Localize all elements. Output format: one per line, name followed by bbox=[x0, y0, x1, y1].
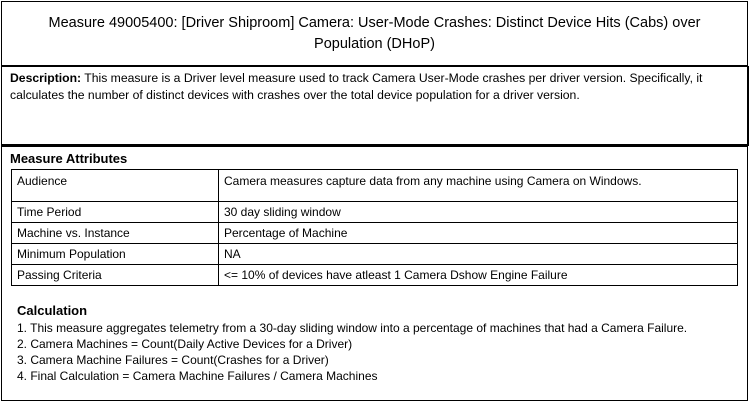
page-title: Measure 49005400: [Driver Shiproom] Camera: User-Mode Crashes: Distinct Device Hits (Cabs) over Population (DHoP) bbox=[48, 14, 701, 52]
attributes-box bbox=[1, 146, 748, 401]
calculation-section bbox=[17, 303, 687, 384]
calculation-heading: Calculation bbox=[17, 303, 88, 318]
attribute-value: Camera measures capture data from any machine using Camera on Windows. bbox=[219, 170, 738, 202]
attribute-value: NA bbox=[219, 244, 738, 265]
description-label: Description: bbox=[10, 71, 82, 85]
calculation-line: 2. Camera Machines = Count(Daily Active Devices for a Driver) bbox=[17, 337, 353, 351]
attribute-key: Minimum Population bbox=[12, 244, 219, 265]
table-row bbox=[12, 170, 738, 202]
attribute-value: 30 day sliding window bbox=[219, 202, 738, 223]
attributes-heading: Measure Attributes bbox=[10, 151, 128, 166]
calculation-line: 1. This measure aggregates telemetry from a 30-day sliding window into a percentage of machines that had a Camera Failure. bbox=[17, 321, 688, 335]
attribute-value: <= 10% of devices have atleast 1 Camera Dshow Engine Failure bbox=[219, 265, 738, 286]
attribute-key: Machine vs. Instance bbox=[12, 223, 219, 244]
attribute-key: Audience bbox=[12, 170, 219, 202]
attribute-key: Time Period bbox=[12, 202, 219, 223]
attributes-table bbox=[11, 169, 738, 286]
attribute-key: Passing Criteria bbox=[12, 265, 219, 286]
description-box bbox=[1, 66, 749, 146]
table-row bbox=[12, 202, 738, 223]
calculation-line: 4. Final Calculation = Camera Machine Failures / Camera Machines bbox=[17, 369, 378, 383]
description-text: This measure is a Driver level measure used to track Camera User-Mode crashes per driver version. Specifically, it calculates the number of distinct devices with crashes over the total device population for a driver version. bbox=[10, 71, 703, 102]
calculation-line: 3. Camera Machine Failures = Count(Crashes for a Driver) bbox=[17, 353, 329, 367]
table-row bbox=[12, 223, 738, 244]
title-box bbox=[1, 1, 748, 66]
table-row bbox=[12, 265, 738, 286]
table-row bbox=[12, 244, 738, 265]
attribute-value: Percentage of Machine bbox=[219, 223, 738, 244]
